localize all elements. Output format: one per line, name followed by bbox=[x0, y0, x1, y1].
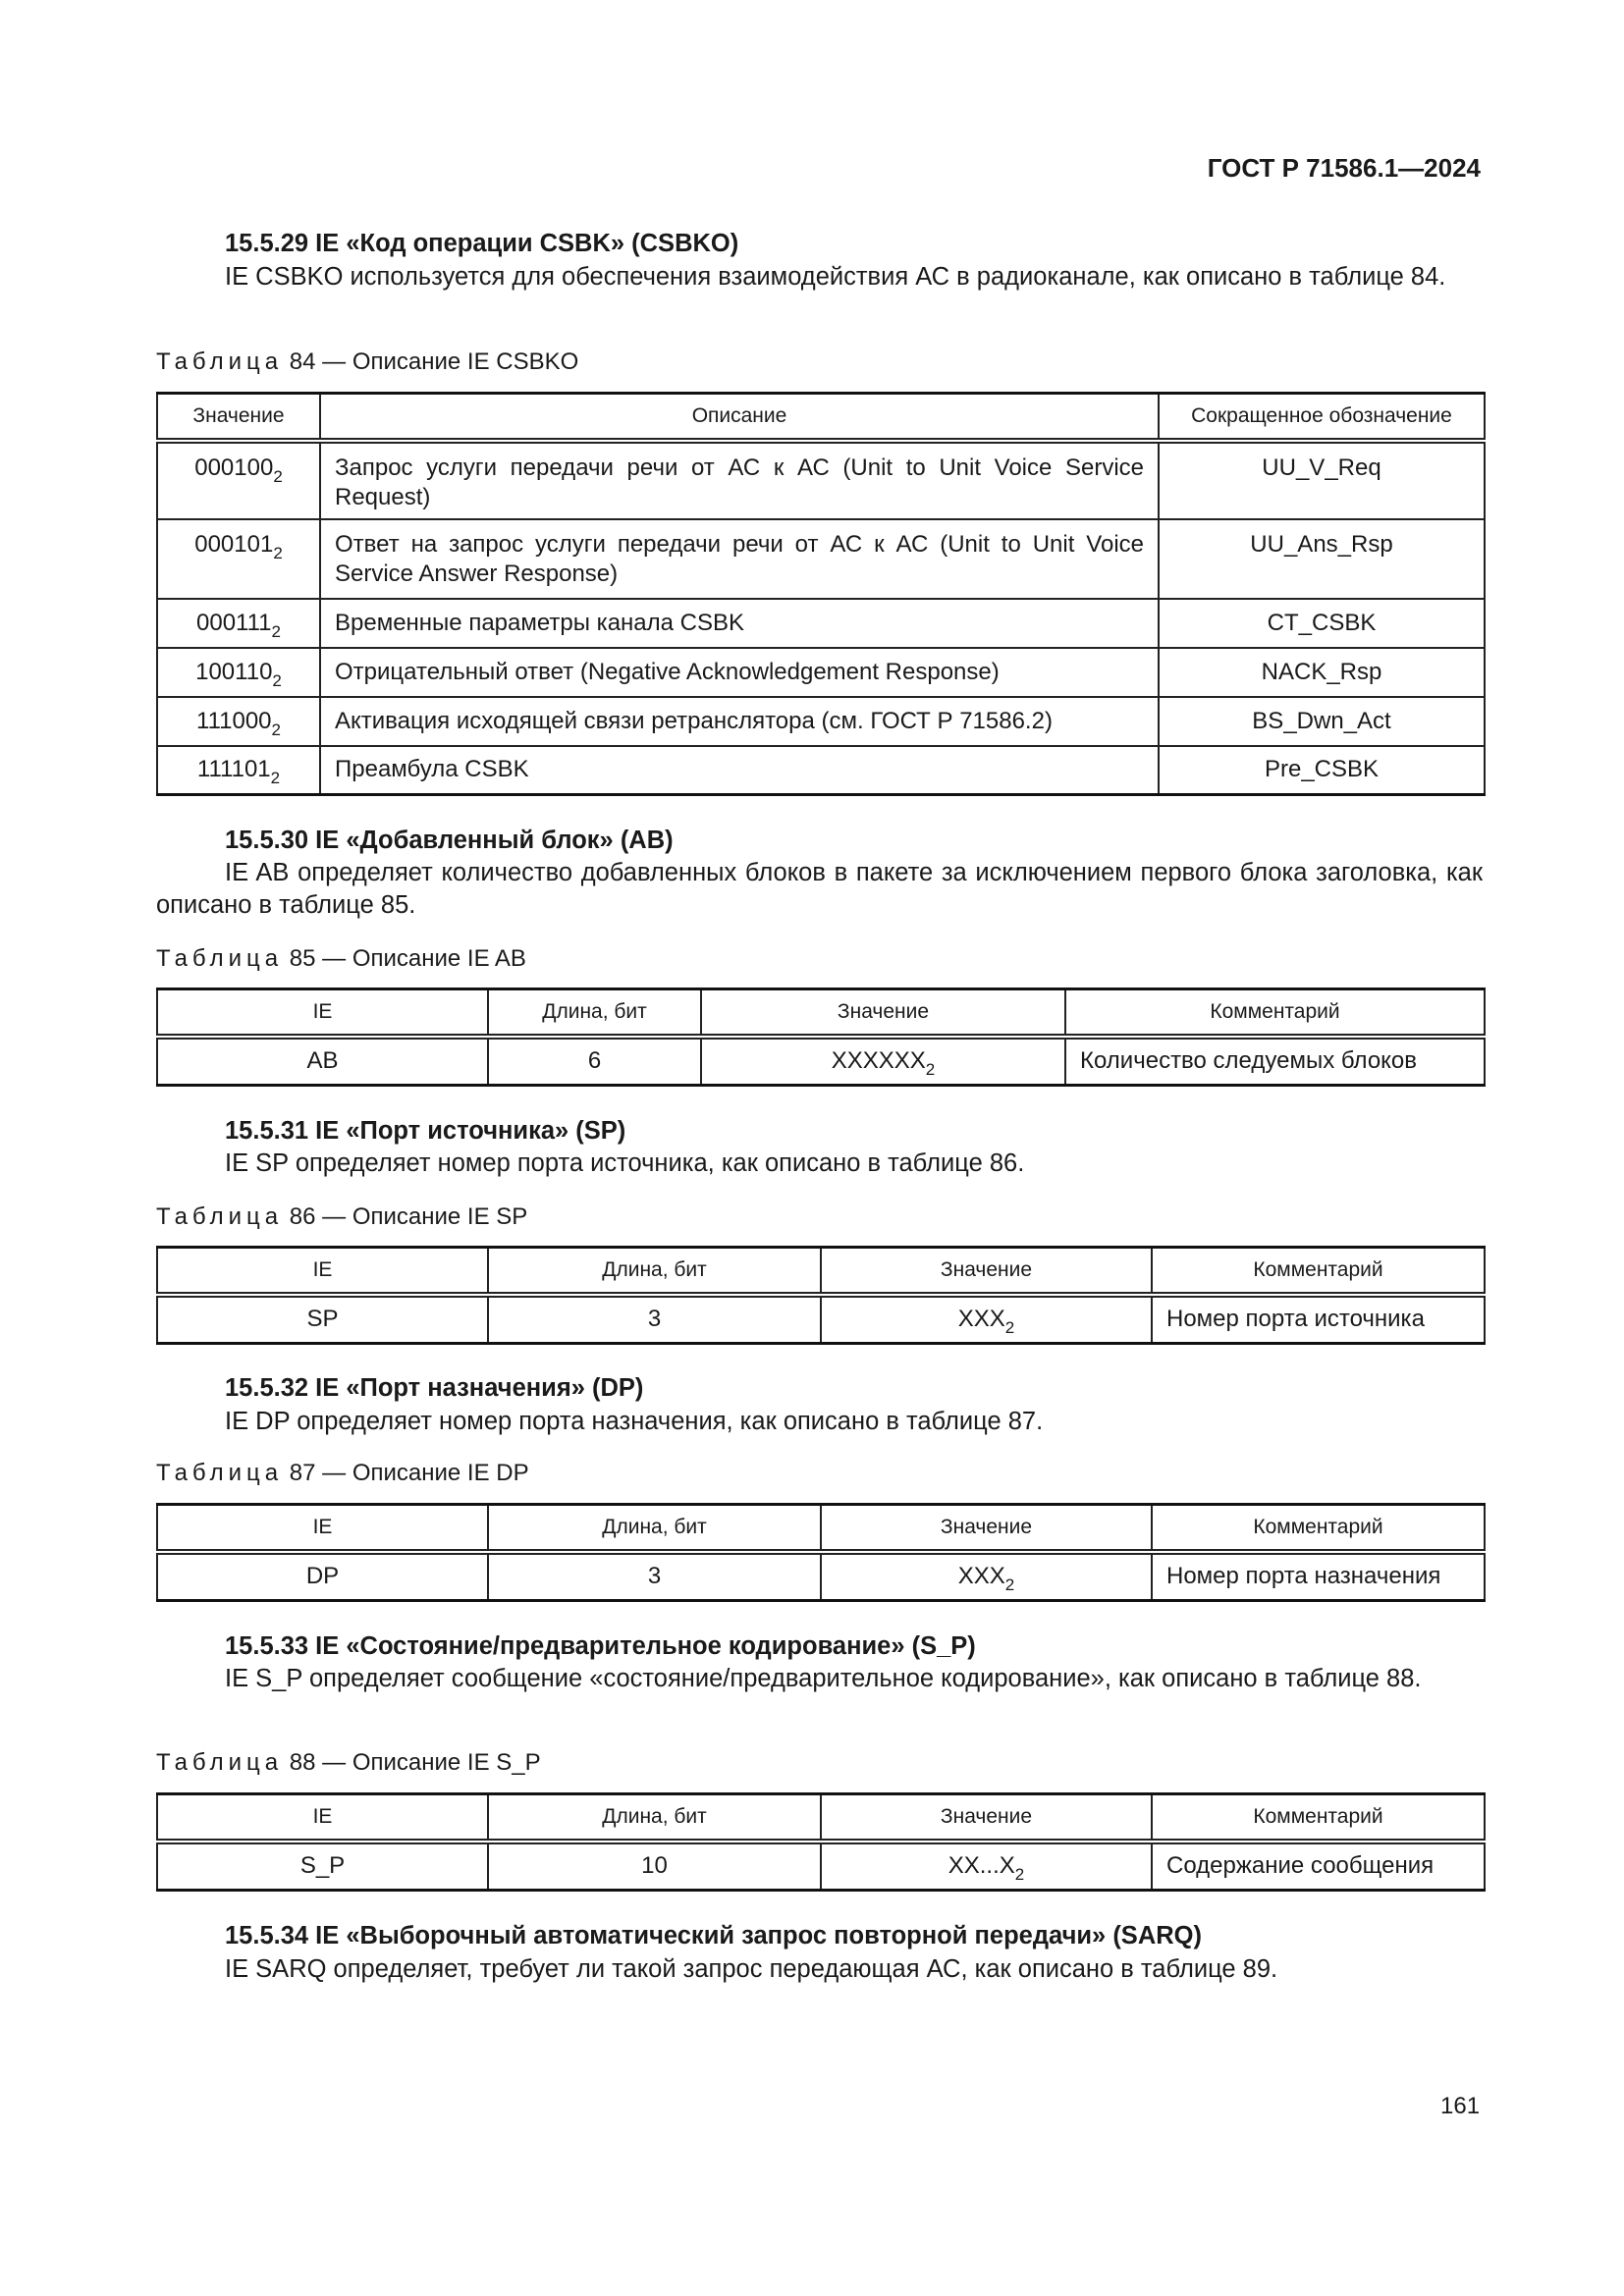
column-header: IE bbox=[157, 989, 488, 1037]
ie-table bbox=[156, 988, 1486, 1087]
abbreviation-cell: UU_Ans_Rsp bbox=[1159, 519, 1485, 599]
section-heading: 15.5.31 IE «Порт источника» (SP) bbox=[225, 1117, 626, 1145]
section-heading: 15.5.29 IE «Код операции CSBK» (CSBKO) bbox=[225, 230, 739, 257]
comment-cell: Номер порта назначения bbox=[1152, 1552, 1485, 1601]
abbreviation-cell: BS_Dwn_Act bbox=[1159, 697, 1485, 746]
column-header: Значение bbox=[821, 1794, 1152, 1842]
table-header-row bbox=[157, 1505, 1485, 1552]
length-cell: 3 bbox=[488, 1552, 821, 1601]
column-header: Значение bbox=[701, 989, 1065, 1037]
value-subscript: 2 bbox=[1014, 1865, 1025, 1885]
section-heading: 15.5.33 IE «Состояние/предварительное кодирование» (S_P) bbox=[225, 1632, 976, 1660]
table-row bbox=[157, 1295, 1485, 1344]
ie-table bbox=[156, 1246, 1486, 1345]
table-row bbox=[157, 1842, 1485, 1891]
section-paragraph: IE CSBKO используется для обеспечения взаимодействия АС в радиоканале, как описано в таблице 84. bbox=[225, 263, 1446, 291]
table-row bbox=[157, 648, 1485, 697]
column-header: Комментарий bbox=[1152, 1248, 1485, 1295]
abbreviation-cell: CT_CSBK bbox=[1159, 599, 1485, 648]
description-cell: Преамбула CSBK bbox=[320, 746, 1159, 795]
length-cell: 6 bbox=[488, 1037, 701, 1086]
comment-cell: Номер порта источника bbox=[1152, 1295, 1485, 1344]
description-cell: Активация исходящей связи ретранслятора (см. ГОСТ Р 71586.2) bbox=[320, 697, 1159, 746]
caption-word: Таблица bbox=[156, 1749, 284, 1776]
section-paragraph: IE DP определяет номер порта назначения, как описано в таблице 87. bbox=[225, 1408, 1044, 1435]
document-id: ГОСТ Р 71586.1—2024 bbox=[1207, 153, 1481, 183]
table-header-row bbox=[157, 989, 1485, 1037]
value-subscript: 2 bbox=[273, 543, 283, 562]
abbreviation-cell: NACK_Rsp bbox=[1159, 648, 1485, 697]
column-header: Сокращенное обозначение bbox=[1159, 394, 1485, 441]
table-caption bbox=[156, 945, 526, 973]
length-cell: 3 bbox=[488, 1295, 821, 1344]
table-row bbox=[157, 519, 1485, 599]
caption-text: 87 — Описание IE DP bbox=[289, 1460, 529, 1486]
caption-text: 84 — Описание IE CSBKO bbox=[289, 348, 579, 375]
value-cell bbox=[157, 746, 320, 795]
caption-word: Таблица bbox=[156, 945, 284, 972]
comment-cell: Содержание сообщения bbox=[1152, 1842, 1485, 1891]
ie-table bbox=[156, 1792, 1486, 1892]
table-84 bbox=[156, 392, 1486, 796]
column-header: Длина, бит bbox=[488, 1505, 821, 1552]
column-header: Комментарий bbox=[1152, 1505, 1485, 1552]
column-header: Значение bbox=[821, 1505, 1152, 1552]
caption-word: Таблица bbox=[156, 1460, 284, 1486]
column-header: IE bbox=[157, 1505, 488, 1552]
table-caption bbox=[156, 1749, 541, 1777]
caption-text: 85 — Описание IE AB bbox=[289, 945, 526, 972]
value-subscript: 2 bbox=[272, 670, 282, 690]
ie-cell: SP bbox=[157, 1295, 488, 1344]
table-header-row bbox=[157, 394, 1485, 441]
value-subscript: 2 bbox=[273, 466, 283, 486]
table-caption bbox=[156, 348, 578, 376]
column-header: IE bbox=[157, 1794, 488, 1842]
value-text: XXX bbox=[957, 1306, 1005, 1333]
caption-text: 88 — Описание IE S_P bbox=[289, 1749, 541, 1776]
section-paragraph: IE SP определяет номер порта источника, как описано в таблице 86. bbox=[225, 1149, 1025, 1177]
caption-word: Таблица bbox=[156, 1203, 284, 1230]
section-heading: 15.5.34 IE «Выборочный автоматический запрос повторной передачи» (SARQ) bbox=[225, 1922, 1202, 1949]
value-cell bbox=[157, 697, 320, 746]
abbreviation-cell: UU_V_Req bbox=[1159, 441, 1485, 519]
column-header: Длина, бит bbox=[488, 989, 701, 1037]
value-cell bbox=[701, 1037, 1065, 1086]
value-subscript: 2 bbox=[1004, 1318, 1015, 1338]
value-text: 000101 bbox=[194, 530, 274, 558]
value-text: XXXXXX bbox=[831, 1047, 926, 1075]
value-text: 111101 bbox=[196, 756, 271, 783]
column-header: Длина, бит bbox=[488, 1794, 821, 1842]
caption-text: 86 — Описание IE SP bbox=[289, 1203, 528, 1230]
value-subscript: 2 bbox=[271, 621, 281, 641]
value-text: 000111 bbox=[196, 609, 272, 636]
ie-table bbox=[156, 1503, 1486, 1602]
column-header: Описание bbox=[320, 394, 1159, 441]
ie-cell: DP bbox=[157, 1552, 488, 1601]
table-row bbox=[157, 746, 1485, 795]
table-caption bbox=[156, 1460, 529, 1487]
value-cell bbox=[157, 599, 320, 648]
table-row bbox=[157, 599, 1485, 648]
value-cell bbox=[821, 1842, 1152, 1891]
table-row bbox=[157, 441, 1485, 519]
value-cell bbox=[157, 519, 320, 599]
description-cell: Ответ на запрос услуги передачи речи от АС к АС (Unit to Unit Voice Service Answer Response) bbox=[320, 519, 1159, 599]
table-caption bbox=[156, 1203, 527, 1231]
value-text: 111000 bbox=[196, 707, 272, 734]
description-cell: Временные параметры канала CSBK bbox=[320, 599, 1159, 648]
value-subscript: 2 bbox=[271, 720, 281, 739]
section-paragraph: IE AB определяет количество добавленных блоков в пакете за исключением первого блока заголовка, как описано в таблице 85. bbox=[156, 859, 1483, 919]
section-paragraph: IE SARQ определяет, требует ли такой запрос передающая АС, как описано в таблице 89. bbox=[225, 1955, 1278, 1983]
description-cell: Отрицательный ответ (Negative Acknowledgement Response) bbox=[320, 648, 1159, 697]
value-text: 000100 bbox=[194, 454, 274, 481]
section-heading: 15.5.32 IE «Порт назначения» (DP) bbox=[225, 1374, 644, 1402]
section-heading: 15.5.30 IE «Добавленный блок» (AB) bbox=[225, 827, 674, 854]
value-cell bbox=[821, 1552, 1152, 1601]
value-cell bbox=[157, 648, 320, 697]
column-header: Значение bbox=[821, 1248, 1152, 1295]
abbreviation-cell: Pre_CSBK bbox=[1159, 746, 1485, 795]
column-header: IE bbox=[157, 1248, 488, 1295]
value-cell bbox=[821, 1295, 1152, 1344]
column-header: Комментарий bbox=[1065, 989, 1485, 1037]
value-text: XX...X bbox=[947, 1852, 1015, 1880]
length-cell: 10 bbox=[488, 1842, 821, 1891]
page-number: 161 bbox=[1440, 2093, 1481, 2119]
value-cell bbox=[157, 441, 320, 519]
table-row bbox=[157, 1552, 1485, 1601]
comment-cell: Количество следуемых блоков bbox=[1065, 1037, 1485, 1086]
table-row bbox=[157, 1037, 1485, 1086]
column-header: Длина, бит bbox=[488, 1248, 821, 1295]
table-header-row bbox=[157, 1794, 1485, 1842]
table-row bbox=[157, 697, 1485, 746]
value-text: 100110 bbox=[195, 658, 273, 685]
ie-cell: AB bbox=[157, 1037, 488, 1086]
table-header-row bbox=[157, 1248, 1485, 1295]
ie-cell: S_P bbox=[157, 1842, 488, 1891]
column-header: Комментарий bbox=[1152, 1794, 1485, 1842]
column-header: Значение bbox=[157, 394, 320, 441]
value-subscript: 2 bbox=[925, 1060, 936, 1080]
value-subscript: 2 bbox=[270, 769, 281, 788]
description-cell: Запрос услуги передачи речи от АС к АС (Unit to Unit Voice Service Request) bbox=[320, 441, 1159, 519]
caption-word: Таблица bbox=[156, 348, 284, 375]
value-text: XXX bbox=[957, 1563, 1005, 1590]
value-subscript: 2 bbox=[1004, 1575, 1015, 1595]
section-paragraph: IE S_P определяет сообщение «состояние/предварительное кодирование», как описано в таблице 88. bbox=[225, 1665, 1422, 1692]
